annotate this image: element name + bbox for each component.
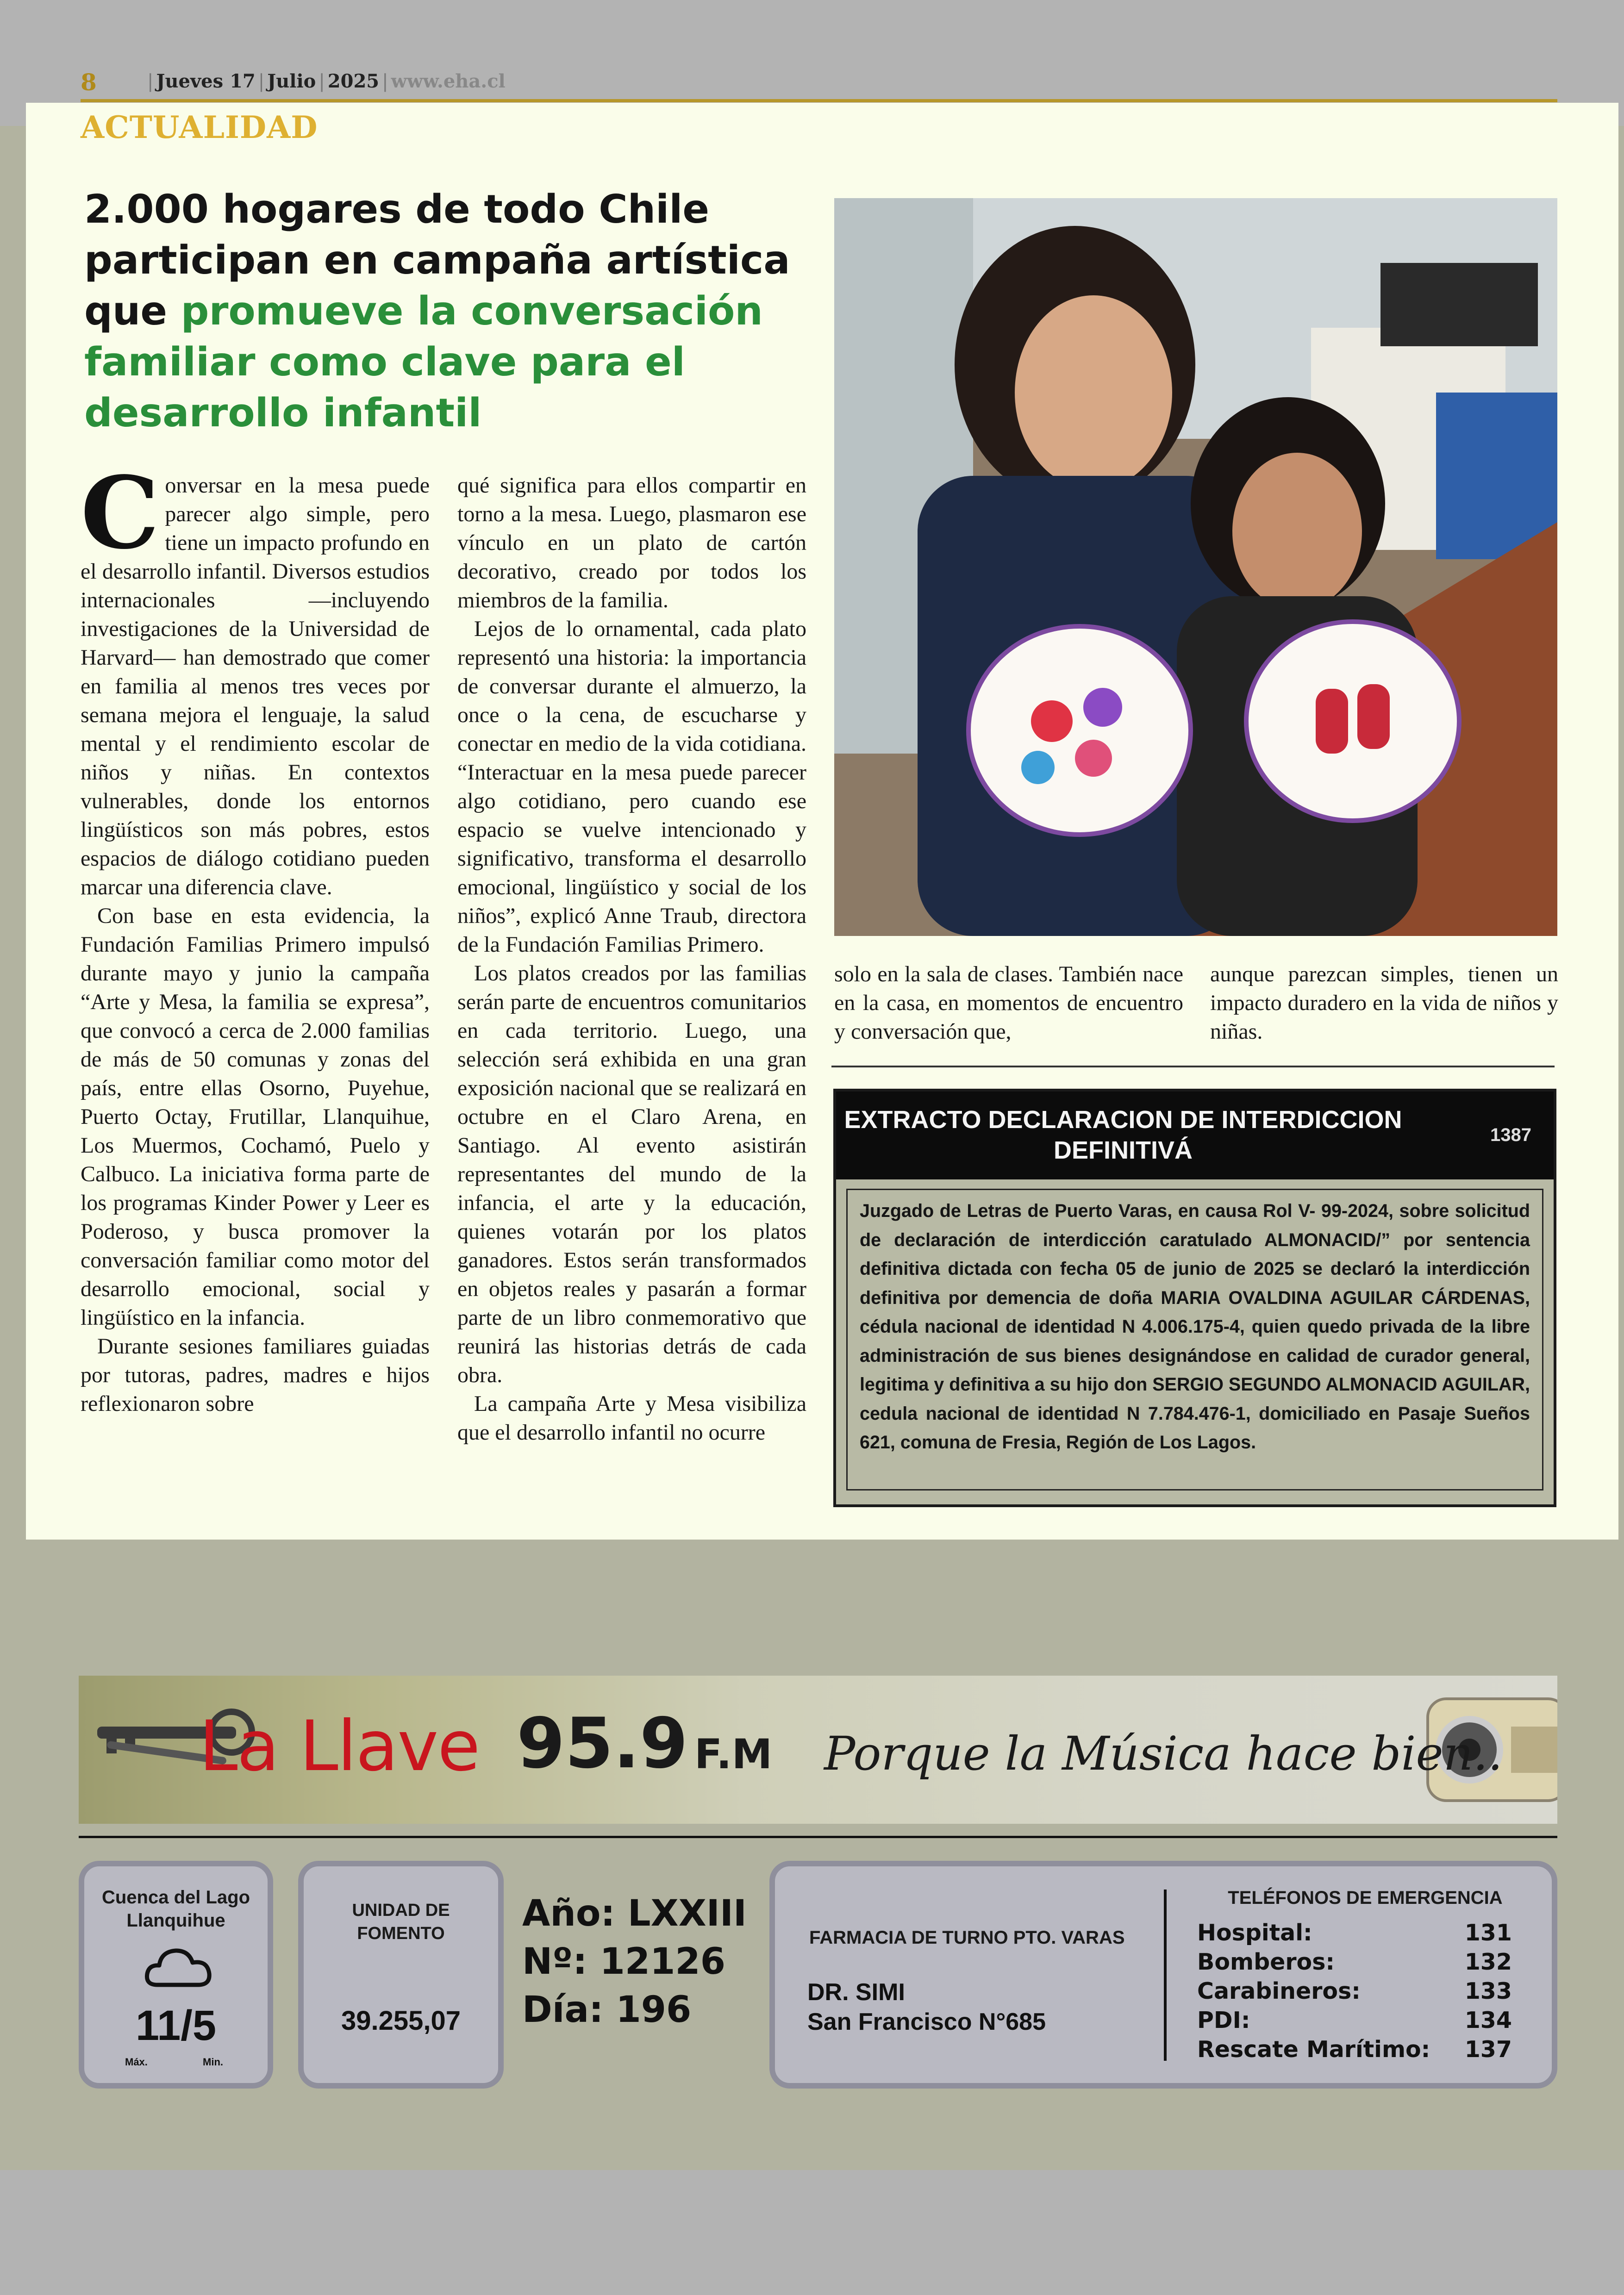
article-paragraph: Con base en esta evidencia, la Fundación Familias Primero impulsó durante mayo y junio la campaña “Arte y Mesa, la familia se expresa”, que convocó a cerca de 2.000 familias de más de 50 comunas y zonas del país, entre ellas Osorno, Puyehue, Puerto Octay, Frutillar, Llanquihue, Los Muermos, Cochamó, Puelo y Calbuco. La iniciativa forma parte de los programas Kinder Power y Leer es Poderoso, y busca promover la conversación familiar como motor del desarrollo emocional, social y lingüístico en la infancia.: [81, 904, 430, 1330]
article-column-2: [457, 471, 806, 1447]
notice-body: Juzgado de Letras de Puerto Varas, en causa Rol V- 99-2024, sobre solicitud de declaración de interdicción caratulado ALMONACID/” por sentencia definitiva dictada con fecha 05 de junio de 2025 se declaró la interdicción definitiva por demencia de doña MARIA OVALDINA AGUILAR CÁRDENAS, cédula nacional de identidad N 4.006.175-4, quien quedo privada de la libre administración de sus bienes designándose en calidad de curador general, legitima y definitiva a su hijo don SERGIO SEGUNDO ALMONACID AGUILAR, cedula nacional de identidad N 7.784.476-1, domiciliado en Pasaje Sueños 621, comuna de Fresia, Región de Los Lagos.: [846, 1189, 1543, 1491]
cloud-icon: [144, 1945, 213, 1991]
issue-year: 2025: [327, 70, 380, 92]
drop-cap: C: [81, 455, 160, 571]
page-number: 8: [81, 69, 97, 96]
article-photo: [834, 198, 1557, 936]
edition-year: Año: LXXIII: [522, 1893, 747, 1934]
weather-box: [79, 1861, 273, 2089]
headline-black: 2.000 hogares de todo Chile participan en campaña artística que: [84, 187, 790, 334]
article-paragraph: La campaña Arte y Mesa visibiliza que el desarrollo infantil no ocurre: [457, 1391, 806, 1445]
notice-divider: [831, 1066, 1555, 1067]
pharmacy-address: San Francisco N°685: [807, 2008, 1046, 2035]
weather-location: Cuenca del Lago Llanquihue: [101, 1887, 250, 1931]
emergency-number[interactable]: 137: [1464, 2036, 1512, 2063]
article-column-3: [834, 960, 1183, 1046]
article-paragraph: onversar en la mesa puede parecer algo simple, pero tiene un impacto profundo en el desarrollo infantil. Diversos estudios internacionales —incluyendo investigaciones de la Universidad de Harvard— han demostrado que comer en familia al menos tres veces por semana mejora el lenguaje, la salud mental y el rendimiento escolar de niños y niñas. En contextos vulnerables, donde los entornos lingüísticos son más pobres, estos espacios de diálogo cotidiano pueden marcar una diferencia clave.: [81, 473, 430, 899]
emergency-list: [1197, 1918, 1512, 2064]
box-divider: [1164, 1890, 1167, 2061]
emergency-row: [1197, 2035, 1512, 2064]
weather-temperatures: 11/5: [136, 2002, 216, 2049]
uf-label: UNIDAD DE FOMENTO: [352, 1901, 450, 1943]
article-paragraph: Durante sesiones familiares guiadas por tutoras, padres, madres e hijos reflexionaron sobre: [81, 1334, 430, 1416]
uf-value: 39.255,07: [341, 2006, 461, 2036]
pharmacy-emergency-box: [769, 1861, 1557, 2089]
min-label: Min.: [203, 2056, 223, 2068]
emergency-label: Rescate Marítimo:: [1197, 2036, 1430, 2063]
footer-rule: [79, 1836, 1557, 1838]
section-title: ACTUALIDAD: [81, 109, 318, 145]
notice-number: 1387: [1490, 1125, 1531, 1145]
emergency-label: Bomberos:: [1197, 1949, 1335, 1975]
emergency-label: PDI:: [1197, 2007, 1250, 2033]
article-paragraph: Los platos creados por las familias serán parte de encuentros comunitarios en cada territorio. Luego, una selección será exhibida en una gran exposición nacional que se realizará en octubre en el Claro Arena, en Santiago. Al evento asistirán representantes del mundo de la infancia, el arte y la educación, quienes votarán por los platos ganadores. Estos serán transformados en objetos reales y pasarán a formar parte de un libro conmemorativo que reunirá las historias detrás de cada obra.: [457, 961, 806, 1387]
emergency-row: [1197, 2006, 1512, 2035]
emergency-label: Carabineros:: [1197, 1978, 1361, 2004]
ad-slogan: Porque la Música hace bien..: [824, 1727, 1503, 1781]
emergency-row: [1197, 1918, 1512, 1947]
edition-number: Nº: 12126: [522, 1941, 725, 1983]
uf-box: [298, 1861, 504, 2089]
emergency-row: [1197, 1977, 1512, 2006]
ad-station-name: La Llave: [199, 1706, 480, 1787]
edition-info: [522, 1890, 747, 2034]
edition-day: Día: 196: [522, 1989, 692, 2031]
pharmacy-title: FARMACIA DE TURNO PTO. VARAS: [809, 1927, 1125, 1948]
emergency-number[interactable]: 134: [1464, 2007, 1512, 2033]
website-link[interactable]: www.eha.cl: [391, 70, 506, 92]
ad-band: F.M: [694, 1730, 773, 1778]
article-paragraph: aunque parezcan simples, tienen un impacto duradero en la vida de niños y niñas.: [1210, 962, 1558, 1044]
legal-notice: [833, 1089, 1556, 1507]
issue-weekday-day: Jueves 17: [156, 70, 256, 92]
article-headline: [84, 184, 834, 439]
issue-month: Julio: [267, 70, 316, 92]
article-column-1: [81, 455, 430, 1418]
emergency-label: Hospital:: [1197, 1920, 1312, 1946]
notice-header: [836, 1091, 1554, 1179]
issue-date-line: | Jueves 17 | Julio | 2025 | www.eha.cl: [147, 70, 506, 92]
header-rule: [81, 99, 1557, 102]
article-paragraph: solo en la sala de clases. También nace en la casa, en momentos de encuentro y conversación que,: [834, 962, 1183, 1044]
article-column-4: [1210, 960, 1558, 1046]
emergency-number[interactable]: 131: [1464, 1920, 1512, 1946]
photo-illustration: [834, 198, 1557, 936]
max-label: Máx.: [125, 2056, 148, 2068]
notice-title: EXTRACTO DECLARACION DE INTERDICCION DEFINITIVÁ: [844, 1106, 1402, 1164]
pharmacy-name: DR. SIMI: [807, 1979, 905, 2006]
article-paragraph: Lejos de lo ornamental, cada plato representó una historia: la importancia de conversar durante el almuerzo, la once o la cena, de escucharse y conectar en medio de la vida cotidiana. “Interactuar en la mesa puede parecer algo cotidiano, pero cuando ese espacio se vuelve intencionado y significativo, transforma el desarrollo emocional, lingüístico y social de los niños”, explicó Anne Traub, directora de la Fundación Familias Primero.: [457, 617, 806, 957]
emergency-row: [1197, 1947, 1512, 1977]
emergency-title: TELÉFONOS DE EMERGENCIA: [1228, 1888, 1503, 1908]
headline-green: promueve la conversación familiar como clave para el desarrollo infantil: [84, 288, 763, 436]
emergency-number[interactable]: 133: [1464, 1978, 1512, 2004]
emergency-number[interactable]: 132: [1464, 1949, 1512, 1975]
article-paragraph: qué significa para ellos compartir en torno a la mesa. Luego, plasmaron ese vínculo en un plato de cartón decorativo, creado por todos los miembros de la familia.: [457, 473, 806, 612]
ad-frequency: 95.9: [517, 1703, 688, 1784]
